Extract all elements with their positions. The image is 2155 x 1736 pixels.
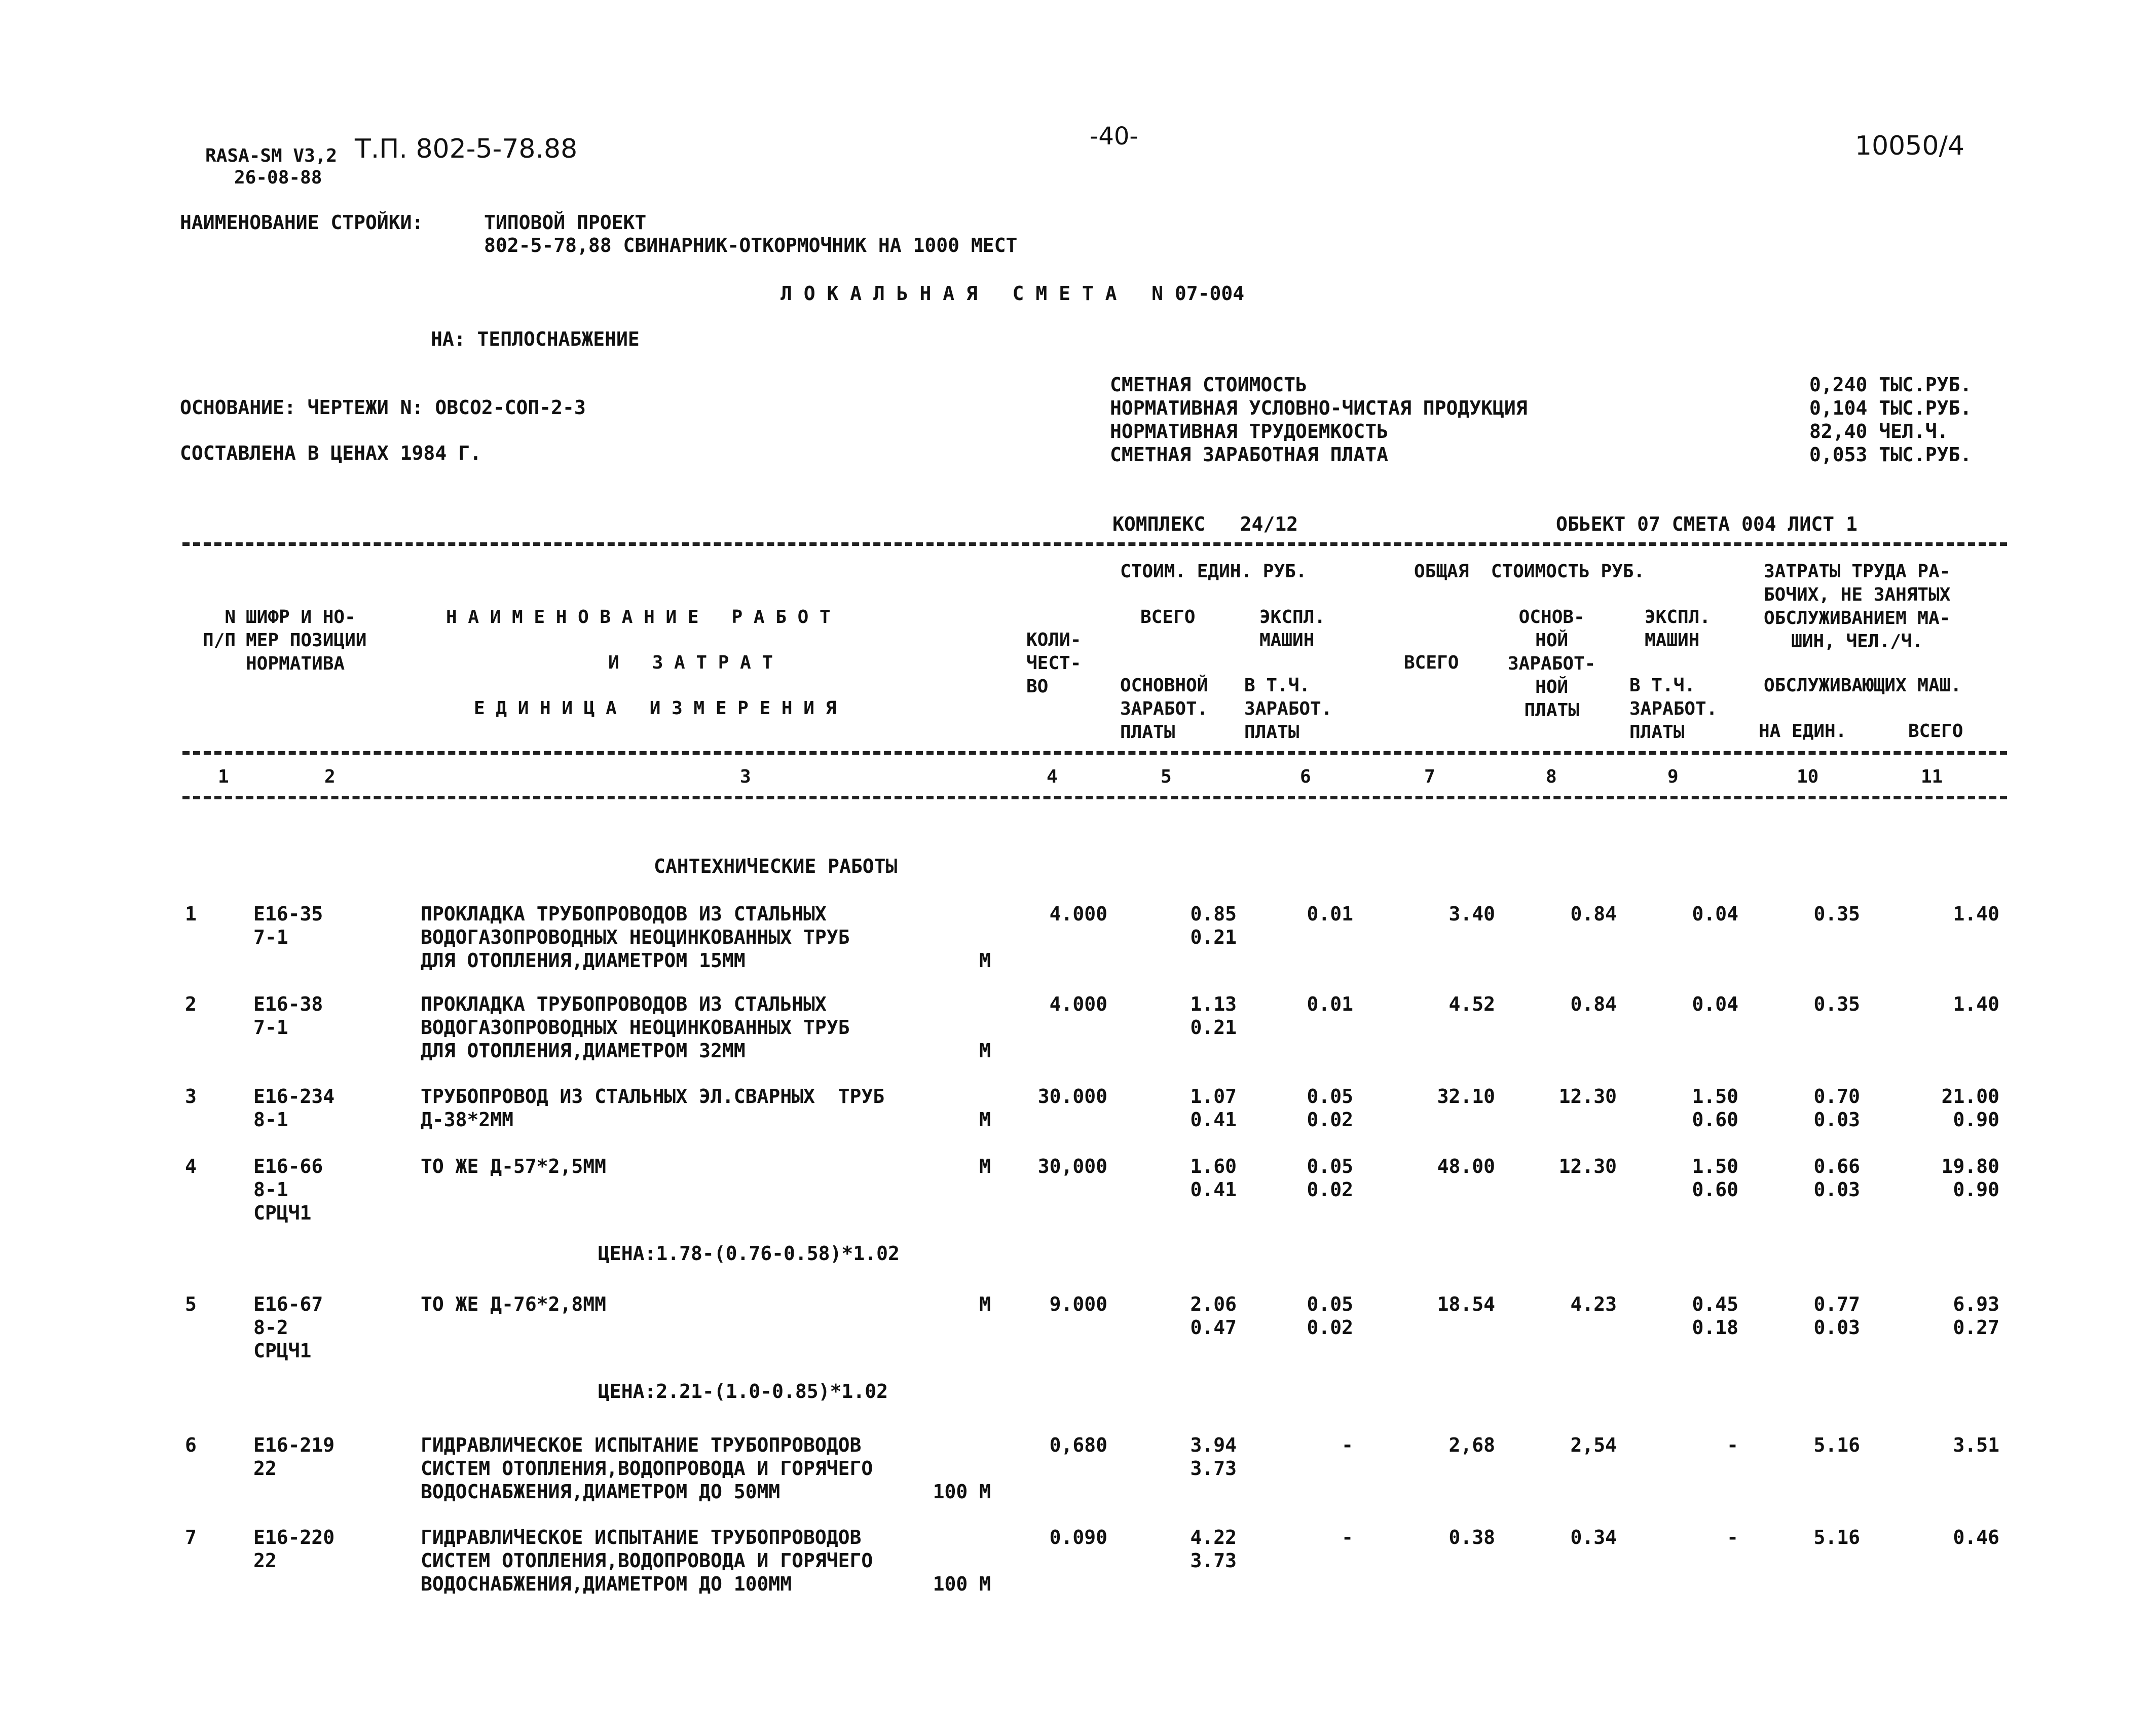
row-labor-total: 19.80 0.90	[1941, 1155, 1999, 1201]
col-labor-header: ЗАТРАТЫ ТРУДА РА- БОЧИХ, НЕ ЗАНЯТЫХ ОБСЛУЖИВАНИЕМ МА- ШИН, ЧЕЛ./Ч.	[1764, 561, 1951, 652]
row-total-machines: 0.04	[1692, 993, 1738, 1015]
row-unit-total: 2.06 0.47	[1190, 1293, 1237, 1339]
row-unit-machines: -	[1342, 1526, 1353, 1548]
row-labor-per-unit: 0.70 0.03	[1813, 1085, 1860, 1131]
col-code-header: ШИФР И НО- МЕР ПОЗИЦИИ НОРМАТИВА	[246, 607, 367, 674]
row-unit-machines: 0.01	[1307, 903, 1353, 925]
row-code: Е16-38 7-1	[253, 993, 323, 1039]
row-labor-per-unit: 0.77 0.03	[1813, 1293, 1860, 1339]
row-code: Е16-66 8-1 СРЦЧ1	[253, 1155, 323, 1224]
header-bottom-rule	[182, 796, 2007, 799]
col-qty-header: КОЛИ- ЧЕСТ- ВО	[1026, 630, 1082, 697]
summary-label-product: НОРМАТИВНАЯ УСЛОВНО-ЧИСТАЯ ПРОДУКЦИЯ	[1110, 397, 1528, 419]
col9-top-header: ЭКСПЛ. МАШИН	[1645, 607, 1711, 651]
col-number-5: 5	[1161, 766, 1172, 787]
col-number-8: 8	[1546, 766, 1557, 787]
row-number: 5	[185, 1293, 197, 1315]
summary-value-labor: 82,40 ЧЕЛ.Ч.	[1809, 420, 1949, 442]
row-unit-machines: 0.05 0.02	[1307, 1155, 1353, 1201]
row-unit-total: 3.94 3.73	[1190, 1434, 1237, 1480]
row-number: 4	[185, 1155, 197, 1177]
col-number-1: 1	[218, 766, 229, 787]
row-unit: 100 М	[933, 1481, 991, 1503]
row-code: Е16-35 7-1	[253, 903, 323, 948]
row-total-machines: 1.50 0.60	[1692, 1155, 1738, 1201]
row-code: Е16-220 22	[253, 1526, 335, 1572]
row-number: 6	[185, 1434, 197, 1456]
row-unit-total: 1.07 0.41	[1190, 1085, 1237, 1131]
row-labor-per-unit: 0.35	[1813, 903, 1860, 925]
construction-label: НАИМЕНОВАНИЕ СТРОЙКИ:	[180, 211, 424, 234]
header-mid-rule	[182, 751, 2007, 755]
col-number-2: 2	[324, 766, 336, 787]
row-labor-total: 3.51	[1953, 1434, 1999, 1456]
row-total-wages: 2,54	[1570, 1434, 1617, 1456]
row-quantity: 30.000	[1037, 1085, 1107, 1107]
row-number: 2	[185, 993, 197, 1015]
row-unit: М	[979, 1155, 991, 1177]
col-name-header-3: Е Д И Н И Ц А И З М Е Р Е Н И Я	[474, 698, 837, 719]
col-number-4: 4	[1047, 766, 1058, 787]
col-unit-cost-header: СТОИМ. ЕДИН. РУБ.	[1120, 561, 1307, 582]
row-total-machines: 0.04	[1692, 903, 1738, 925]
col-name-header-2: И З А Т Р А Т	[608, 652, 773, 673]
document-number: 10050/4	[1855, 131, 1965, 161]
col5-top-header: ВСЕГО	[1140, 607, 1196, 627]
summary-label-wages: СМЕТНАЯ ЗАРАБОТНАЯ ПЛАТА	[1110, 444, 1389, 466]
row-number: 1	[185, 903, 197, 925]
construction-line-2: 802-5-78,88 СВИНАРНИК-ОТКОРМОЧНИК НА 1000 МЕСТ	[484, 234, 1018, 256]
col5-bottom-header: ОСНОВНОЙ ЗАРАБОТ. ПЛАТЫ	[1120, 675, 1208, 743]
row-total-cost: 2,68	[1448, 1434, 1495, 1456]
row-total-wages: 12.30	[1558, 1155, 1617, 1177]
complex-label: КОМПЛЕКС 24/12	[1112, 513, 1298, 535]
row-labor-per-unit: 5.16	[1813, 1434, 1860, 1456]
col-total-cost-header: ОБЩАЯ СТОИМОСТЬ РУБ.	[1414, 561, 1645, 582]
row-unit-machines: 0.05 0.02	[1307, 1085, 1353, 1131]
row-unit-machines: 0.01	[1307, 993, 1353, 1015]
row-labor-total: 1.40	[1953, 903, 1999, 925]
price-year: СОСТАВЛЕНА В ЦЕНАХ 1984 Г.	[180, 442, 481, 464]
row-total-wages: 0.84	[1570, 903, 1617, 925]
col-number-6: 6	[1300, 766, 1311, 787]
row-code: Е16-67 8-2 СРЦЧ1	[253, 1293, 323, 1362]
row-labor-per-unit: 5.16	[1813, 1526, 1860, 1548]
row-name: ГИДРАВЛИЧЕСКОЕ ИСПЫТАНИЕ ТРУБОПРОВОДОВ СИСТЕМ ОТОПЛЕНИЯ,ВОДОПРОВОДА И ГОРЯЧЕГО ВОДОСНАБЖЕНИЯ,ДИАМЕТРОМ ДО 100ММ	[421, 1526, 873, 1595]
section-title: САНТЕХНИЧЕСКИЕ РАБОТЫ	[654, 855, 898, 877]
row-total-machines: -	[1727, 1526, 1738, 1548]
row-quantity: 0.090	[1049, 1526, 1107, 1548]
row-unit: М	[979, 949, 991, 972]
row-quantity: 4.000	[1049, 903, 1107, 925]
col-number-11: 11	[1921, 766, 1943, 787]
price-note-text: ЦЕНА:1.78-(0.76-0.58)*1.02	[598, 1242, 900, 1265]
row-quantity: 4.000	[1049, 993, 1107, 1015]
estimate-basis: ОСНОВАНИЕ: ЧЕРТЕЖИ N: ОВСО2-СОП-2-3	[180, 396, 586, 419]
col10-header: НА ЕДИН.	[1759, 721, 1847, 742]
col-number-10: 10	[1797, 766, 1819, 787]
row-total-cost: 4.52	[1448, 993, 1495, 1015]
row-unit-total: 1.60 0.41	[1190, 1155, 1237, 1201]
document-title: Л О К А Л Ь Н А Я С М Е Т А N 07-004	[781, 282, 1245, 305]
row-number: 7	[185, 1526, 197, 1548]
row-total-machines: 0.45 0.18	[1692, 1293, 1738, 1339]
row-total-cost: 18.54	[1437, 1293, 1495, 1315]
project-code: Т.П. 802-5-78.88	[355, 134, 578, 164]
row-unit-machines: -	[1342, 1434, 1353, 1456]
row-name: ПРОКЛАДКА ТРУБОПРОВОДОВ ИЗ СТАЛЬНЫХ ВОДОГАЗОПРОВОДНЫХ НЕОЦИНКОВАННЫХ ТРУБ ДЛЯ ОТОПЛЕНИЯ,ДИАМЕТРОМ 32ММ	[421, 993, 850, 1062]
row-unit: М	[979, 1109, 991, 1131]
row-total-cost: 0.38	[1448, 1526, 1495, 1548]
row-quantity: 30,000	[1037, 1155, 1107, 1177]
row-unit-total: 4.22 3.73	[1190, 1526, 1237, 1572]
row-name: ТО ЖЕ Д-76*2,8ММ	[421, 1293, 607, 1315]
row-quantity: 0,680	[1049, 1434, 1107, 1456]
row-labor-total: 1.40	[1953, 993, 1999, 1015]
summary-value-product: 0,104 ТЫС.РУБ.	[1809, 397, 1972, 419]
row-unit: 100 М	[933, 1573, 991, 1595]
row-total-machines: -	[1727, 1434, 1738, 1456]
col6-bottom-header: В Т.Ч. ЗАРАБОТ. ПЛАТЫ	[1244, 675, 1332, 743]
col11-header: ВСЕГО	[1908, 721, 1963, 742]
row-name: ПРОКЛАДКА ТРУБОПРОВОДОВ ИЗ СТАЛЬНЫХ ВОДОГАЗОПРОВОДНЫХ НЕОЦИНКОВАННЫХ ТРУБ ДЛЯ ОТОПЛЕНИЯ,ДИАМЕТРОМ 15ММ	[421, 903, 850, 972]
col-name-header-1: Н А И М Е Н О В А Н И Е Р А Б О Т	[446, 607, 831, 627]
summary-value-wages: 0,053 ТЫС.РУБ.	[1809, 444, 1972, 466]
row-total-wages: 0.34	[1570, 1526, 1617, 1548]
row-labor-per-unit: 0.35	[1813, 993, 1860, 1015]
col8-header: ОСНОВ- НОЙ ЗАРАБОТ- НОЙ ПЛАТЫ	[1508, 607, 1596, 721]
summary-label-labor: НОРМАТИВНАЯ ТРУДОЕМКОСТЬ	[1110, 420, 1389, 442]
row-total-machines: 1.50 0.60	[1692, 1085, 1738, 1131]
col7-header: ВСЕГО	[1404, 652, 1459, 673]
summary-value-cost: 0,240 ТЫС.РУБ.	[1809, 374, 1972, 396]
row-total-wages: 4.23	[1570, 1293, 1617, 1315]
row-labor-total: 21.00 0.90	[1941, 1085, 1999, 1131]
row-unit-machines: 0.05 0.02	[1307, 1293, 1353, 1339]
row-labor-total: 6.93 0.27	[1953, 1293, 1999, 1339]
row-labor-per-unit: 0.66 0.03	[1813, 1155, 1860, 1201]
row-code: Е16-234 8-1	[253, 1085, 335, 1131]
row-name: ТО ЖЕ Д-57*2,5ММ	[421, 1155, 607, 1177]
row-unit: М	[979, 1040, 991, 1062]
row-quantity: 9.000	[1049, 1293, 1107, 1315]
row-total-cost: 48.00	[1437, 1155, 1495, 1177]
row-total-wages: 0.84	[1570, 993, 1617, 1015]
col-n-header: N П/П	[203, 607, 236, 651]
col-number-3: 3	[740, 766, 751, 787]
row-unit: М	[979, 1293, 991, 1315]
price-note-text: ЦЕНА:2.21-(1.0-0.85)*1.02	[598, 1380, 888, 1402]
row-name: ТРУБОПРОВОД ИЗ СТАЛЬНЫХ ЭЛ.СВАРНЫХ ТРУБ Д-38*2ММ	[421, 1085, 885, 1131]
row-unit-total: 1.13 0.21	[1190, 993, 1237, 1039]
col9-bottom-header: В Т.Ч. ЗАРАБОТ. ПЛАТЫ	[1629, 675, 1718, 743]
col-number-7: 7	[1424, 766, 1435, 787]
header-top-rule	[182, 542, 2007, 546]
col-labor-machines-header: ОБСЛУЖИВАЮЩИХ МАШ.	[1764, 675, 1962, 696]
construction-line-1: ТИПОВОЙ ПРОЕКТ	[484, 211, 647, 234]
row-unit-total: 0.85 0.21	[1190, 903, 1237, 948]
program-version: RASA-SM V3,2	[205, 145, 338, 166]
row-total-cost: 3.40	[1448, 903, 1495, 925]
col-number-9: 9	[1667, 766, 1679, 787]
row-number: 3	[185, 1085, 197, 1107]
print-date: 26-08-88	[234, 167, 322, 188]
row-code: Е16-219 22	[253, 1434, 335, 1480]
row-total-cost: 32.10	[1437, 1085, 1495, 1107]
page-number: -40-	[1090, 122, 1138, 151]
row-name: ГИДРАВЛИЧЕСКОЕ ИСПЫТАНИЕ ТРУБОПРОВОДОВ СИСТЕМ ОТОПЛЕНИЯ,ВОДОПРОВОДА И ГОРЯЧЕГО ВОДОСНАБЖЕНИЯ,ДИАМЕТРОМ ДО 50ММ	[421, 1434, 873, 1503]
row-total-wages: 12.30	[1558, 1085, 1617, 1107]
col6-top-header: ЭКСПЛ. МАШИН	[1259, 607, 1326, 651]
summary-label-cost: СМЕТНАЯ СТОИМОСТЬ	[1110, 374, 1307, 396]
row-labor-total: 0.46	[1953, 1526, 1999, 1548]
object-sheet-label: ОБЬЕКТ 07 СМЕТА 004 ЛИСТ 1	[1556, 513, 1857, 535]
estimate-subject: НА: ТЕПЛОСНАБЖЕНИЕ	[431, 328, 640, 350]
